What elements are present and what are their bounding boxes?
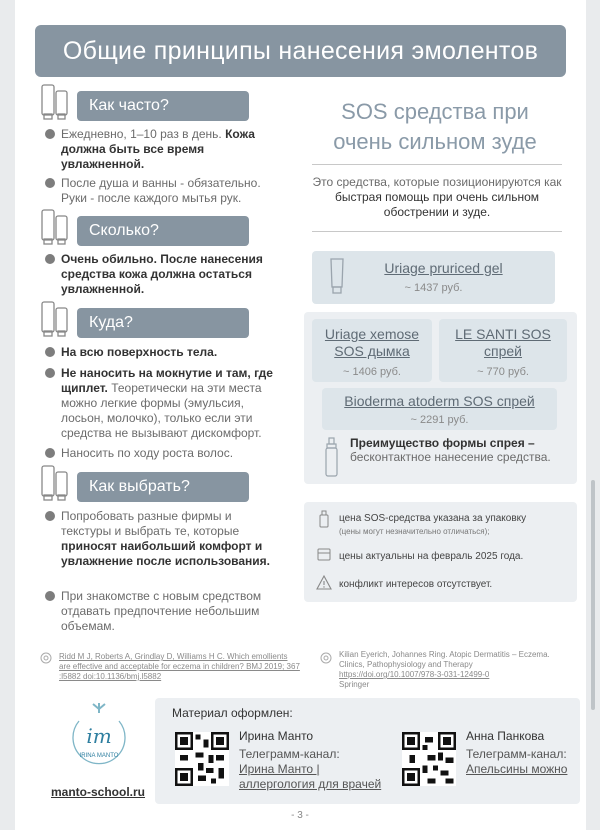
telegram-link[interactable]: Апельсины можно xyxy=(466,762,568,776)
note-item: цены актуальны на февраль 2025 года. xyxy=(339,551,524,562)
product-price: ~ 770 руб. xyxy=(477,366,529,378)
product-price: ~ 2291 руб. xyxy=(410,414,469,426)
sos-title: SOS средства при очень сильном зуде xyxy=(333,99,537,154)
product-name[interactable]: LE SANTI SOS спрей xyxy=(455,326,551,359)
list-item: Ежедневно, 1–10 раз в день. Кожа должна быть все время увлажненной. xyxy=(45,127,280,172)
note-item: цена SOS-средства указана за упаковку (цены могут незначительно отличаться); xyxy=(339,513,527,536)
qr-code-manto[interactable] xyxy=(175,732,229,786)
list-item: Попробовать разные фирмы и текстуры и выбрать те, которые приносят наибольший комфорт и увлажнение после использования. xyxy=(45,509,280,569)
section-heading: Как часто? xyxy=(77,91,249,121)
list-item: Наносить по ходу роста волос. xyxy=(45,446,280,461)
spray-advantage: Преимущество формы спрея – бесконтактное нанесение средства. xyxy=(350,436,551,464)
note-item: конфликт интересов отсутствует. xyxy=(339,579,493,590)
spray-bottle-icon xyxy=(316,510,332,528)
warning-icon xyxy=(316,574,332,592)
page-title: Общие принципы нанесения эмолентов xyxy=(62,37,539,65)
sos-description: Это средства, которые позиционируются как быстрая помощь при очень сильном обострении и зуде. xyxy=(312,175,562,219)
divider xyxy=(312,164,562,165)
page-title-banner xyxy=(35,25,566,77)
product-name[interactable]: Uriage pruriced gel xyxy=(384,260,503,276)
bullet-icon xyxy=(45,448,55,458)
tube-icon xyxy=(328,257,346,297)
scrollbar[interactable] xyxy=(591,480,595,710)
section-heading: Как выбрать? xyxy=(77,472,249,502)
cream-tubes-icon xyxy=(38,83,72,121)
cream-tubes-icon xyxy=(38,208,72,246)
list-item: Не наносить на мокнутие и там, где щиплет. Теоретически на эти места можно легкие формы (эмульсия, лосьон, молочко), только если эти средства не вызывают дискомфорт. xyxy=(45,366,280,441)
site-link[interactable]: manto-school.ru xyxy=(51,785,146,799)
bullet-icon xyxy=(45,129,55,139)
telegram-link[interactable]: Ирина Манто | аллергология для врачей xyxy=(239,762,382,791)
product-card xyxy=(439,319,567,382)
calendar-price-icon xyxy=(316,546,332,564)
list-item: На всю поверхность тела. xyxy=(45,345,280,360)
product-card xyxy=(322,388,557,430)
reference-icon xyxy=(40,652,52,664)
page-number: - 3 - xyxy=(291,810,309,821)
author-card-manto: Ирина Манто Телеграмм-канал: Ирина Манто | аллергология для врачей xyxy=(239,729,404,792)
doi-link[interactable]: https://doi.org/10.1007/978-3-031-12499-0 xyxy=(339,670,490,679)
reference-right: Kilian Eyerich, Johannes Ring. Atopic Dermatitis – Eczema. Clinics, Pathophysiology and Therapy https://doi.org/10.1007/978-3-031-12499-0 Springer xyxy=(339,650,550,689)
product-card xyxy=(312,319,432,382)
product-name[interactable]: Bioderma atoderm SOS спрей xyxy=(344,393,535,409)
list-item: Очень обильно. После нанесения средства кожа должна остаться увлажненной. xyxy=(45,252,280,297)
notes-panel xyxy=(304,502,577,602)
list-item: При знакомстве с новым средством отдавать предпочтение небольшим объемам. xyxy=(45,589,280,634)
product-price: ~ 1406 руб. xyxy=(343,366,401,378)
spray-bottle-icon xyxy=(324,436,340,478)
bullet-icon xyxy=(45,511,55,521)
section-heading: Сколько? xyxy=(77,216,249,246)
list-item: После душа и ванны - обязательно. Руки - после каждого мытья рук. xyxy=(45,176,280,206)
product-name[interactable]: Uriage xemose SOS дымка xyxy=(324,326,420,359)
bullet-icon xyxy=(45,254,55,264)
qr-code-pankova[interactable] xyxy=(402,732,456,786)
document-page xyxy=(15,0,586,830)
bullet-icon xyxy=(45,591,55,601)
logo-letters: im xyxy=(86,724,112,748)
product-card xyxy=(312,251,555,304)
author-card-pankova: Анна Панкова Телеграмм-канал: Апельсины можно xyxy=(466,729,576,777)
bullet-icon xyxy=(45,178,55,188)
bullet-icon xyxy=(45,368,55,378)
credits-heading: Материал оформлен: xyxy=(172,706,293,720)
irina-manto-logo xyxy=(59,699,139,771)
cream-tubes-icon xyxy=(38,464,72,502)
cream-tubes-icon xyxy=(38,300,72,338)
section-heading: Куда? xyxy=(77,308,249,338)
product-price: ~ 1437 руб. xyxy=(404,282,463,294)
reference-left[interactable]: Ridd M J, Roberts A, Grindlay D, Williams H C. Which emollients are effective and acceptable for eczema in children? BMJ 2019; 367 :l5882 doi:10.1136/bmj.l5882 xyxy=(59,652,300,681)
spray-products-panel xyxy=(304,312,577,484)
reference-icon xyxy=(320,652,332,664)
bullet-icon xyxy=(45,347,55,357)
divider xyxy=(312,231,562,232)
logo-caption: IRINA MANTO xyxy=(79,753,119,759)
